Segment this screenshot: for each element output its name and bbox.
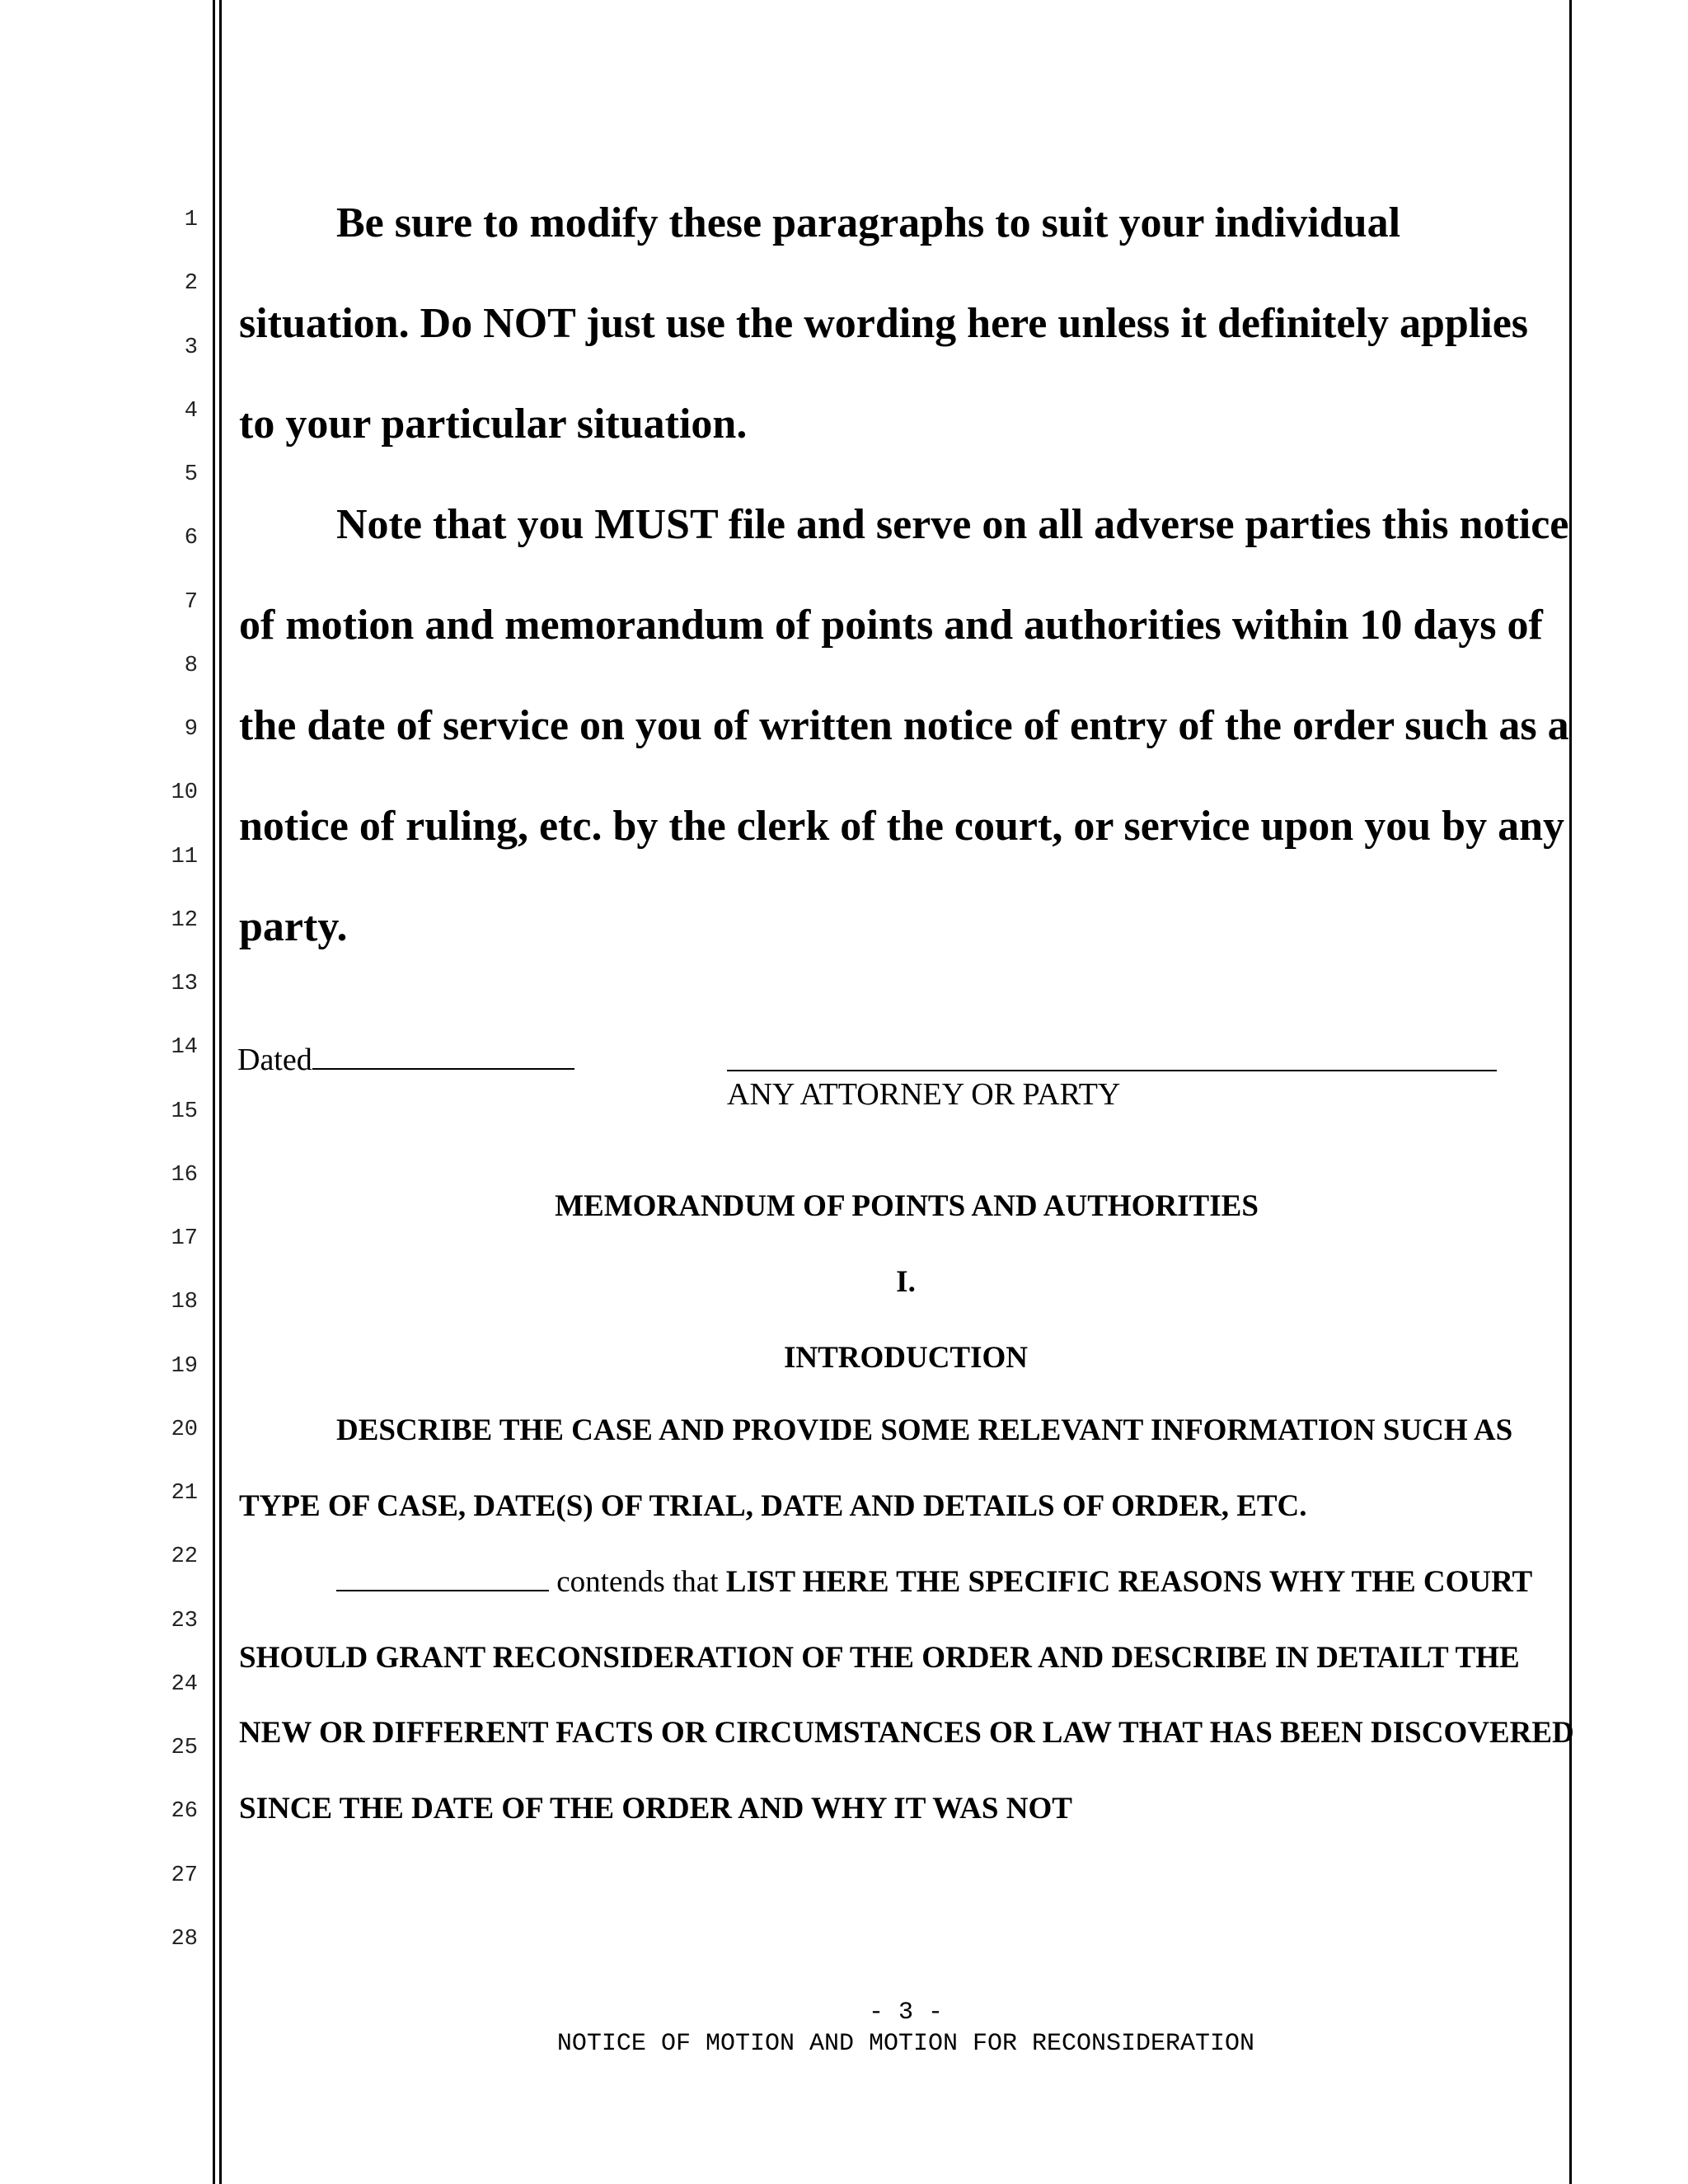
line-number: 26 <box>171 1799 198 1825</box>
line-number: 23 <box>171 1608 198 1633</box>
memorandum-title: MEMORANDUM OF POINTS AND AUTHORITIES <box>555 1189 1259 1223</box>
line-number: 2 <box>184 271 198 297</box>
instruction-paragraph-2: Note that you MUST file and serve on all adverse parties this notice of motion and memorandum of points and authorities within 10 days of the date of service on you of written notice of entry of the order such as a notice of ruling, etc. by the clerk of the court, or service upon you by any party. <box>239 501 1569 950</box>
line-number: 20 <box>171 1417 198 1442</box>
line-number: 24 <box>171 1671 198 1697</box>
left-margin-rule-inner <box>219 0 222 2184</box>
line-number: 1 <box>184 208 198 232</box>
line-number: 7 <box>184 589 198 615</box>
introduction-paragraph-2 <box>239 1544 1574 1846</box>
reasons-text: LIST HERE THE SPECIFIC REASONS WHY THE COURT SHOULD GRANT RECONSIDERATION OF THE ORDER AND DESCRIBE IN DETAILT THE NEW OR DIFFERENT FACTS OR CIRCUMSTANCES OR LAW THAT HAS BEEN DISCOVERED SINCE THE DATE OF THE ORDER AND WHY IT WAS NOT <box>239 1565 1574 1825</box>
line-number: 6 <box>184 526 198 551</box>
footer-title: NOTICE OF MOTION AND MOTION FOR RECONSIDERATION <box>556 2030 1255 2058</box>
instruction-paragraph-1: Be sure to modify these paragraphs to suit your individual situation. Do NOT just use the wording here unless it definitely applies to your particular situation. <box>239 199 1529 448</box>
line-number: 14 <box>171 1035 198 1061</box>
line-number: 11 <box>171 844 198 869</box>
line-number: 18 <box>171 1290 198 1315</box>
party-name-blank <box>336 1565 549 1591</box>
left-margin-rule-outer <box>213 0 215 2184</box>
line-number: 5 <box>184 462 198 487</box>
line-number: 21 <box>171 1481 198 1506</box>
section-number: I. <box>896 1265 916 1299</box>
line-number: 9 <box>184 717 198 742</box>
line-number: 4 <box>184 398 198 424</box>
line-number: 13 <box>171 972 198 996</box>
line-number: 25 <box>171 1736 198 1760</box>
dated-label: Dated <box>237 1043 312 1077</box>
dated-field <box>237 1040 574 1078</box>
line-number: 27 <box>171 1863 198 1888</box>
line-number: 12 <box>171 907 198 933</box>
line-number: 3 <box>184 335 198 360</box>
line-number: 19 <box>171 1353 198 1379</box>
line-number: 22 <box>171 1544 198 1570</box>
line-number: 17 <box>171 1226 198 1251</box>
signature-line <box>727 1070 1497 1071</box>
line-number: 15 <box>171 1099 198 1124</box>
signer-label: ANY ATTORNEY OR PARTY <box>727 1077 1121 1112</box>
section-title: INTRODUCTION <box>783 1341 1029 1375</box>
dated-blank-line <box>312 1040 574 1070</box>
contends-text: contends that <box>549 1565 726 1599</box>
line-number: 8 <box>184 653 198 678</box>
page-number: - 3 - <box>868 1999 943 2027</box>
introduction-paragraph-1: DESCRIBE THE CASE AND PROVIDE SOME RELEVANT INFORMATION SUCH AS TYPE OF CASE, DATE(S) OF TRIAL, DATE AND DETAILS OF ORDER, ETC. <box>239 1413 1513 1523</box>
line-number: 10 <box>171 780 198 806</box>
line-number: 16 <box>171 1162 198 1188</box>
line-number: 28 <box>171 1926 198 1952</box>
